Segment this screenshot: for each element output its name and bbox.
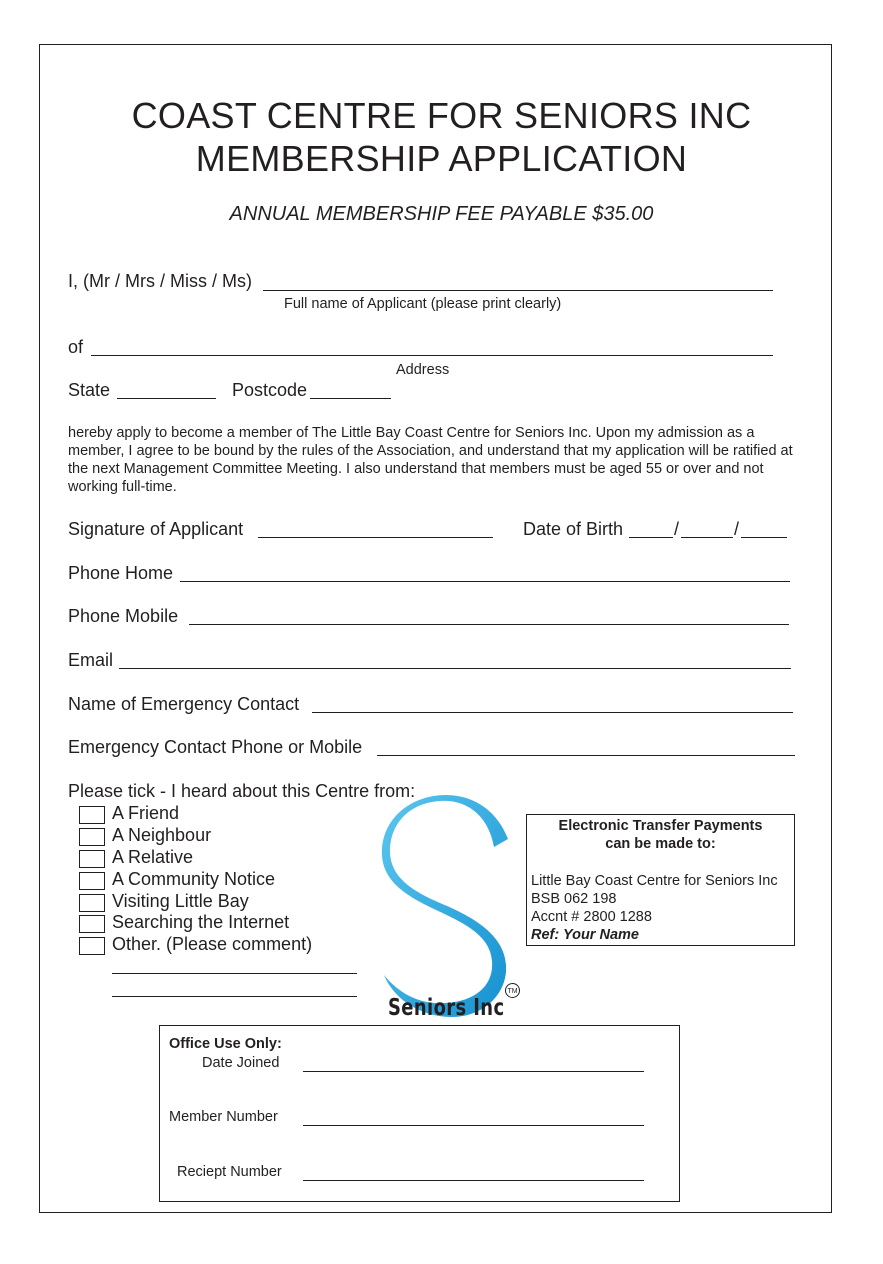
checkbox[interactable] — [79, 850, 105, 868]
postcode-field[interactable] — [310, 398, 391, 399]
state-label: State — [68, 380, 111, 400]
dob-separator: / — [674, 519, 680, 539]
emergency-phone-label: Emergency Contact Phone or Mobile — [68, 737, 363, 757]
address-caption: Address — [396, 362, 450, 378]
checkbox[interactable] — [79, 872, 105, 890]
option-label: Visiting Little Bay — [112, 891, 249, 911]
logo-text: Seniors Inc — [388, 995, 505, 1021]
dob-day-field[interactable] — [629, 537, 673, 538]
address-field[interactable] — [91, 355, 773, 356]
dob-separator: / — [734, 519, 740, 539]
option-label: A Relative — [112, 847, 194, 867]
checkbox[interactable] — [79, 894, 105, 912]
phone-mobile-label: Phone Mobile — [68, 606, 179, 626]
email-field[interactable] — [119, 668, 791, 669]
comment-line[interactable] — [112, 996, 357, 997]
checkbox[interactable] — [79, 915, 105, 933]
name-caption: Full name of Applicant (please print clearly) — [284, 296, 562, 312]
date-joined-field[interactable] — [303, 1071, 644, 1072]
phone-mobile-field[interactable] — [189, 624, 789, 625]
declaration-text: hereby apply to become a member of The Little Bay Coast Centre for Seniors Inc. Upon my admission as a member, I agree to be bound by the rules of the Association, and understand that my application will be ratified at the next Management Committee Meeting. I also understand that members must be aged 55 or over and not working full-time. — [68, 425, 793, 495]
name-label: I, (Mr / Mrs / Miss / Ms) — [68, 271, 252, 291]
bsb: BSB 062 198 — [531, 891, 617, 907]
payment-reference: Ref: Your Name — [531, 927, 639, 943]
address-label: of — [68, 337, 84, 357]
comment-line[interactable] — [112, 973, 357, 974]
checkbox[interactable] — [79, 937, 105, 955]
postcode-label: Postcode — [232, 380, 308, 400]
form-title: COAST CENTRE FOR SENIORS INC — [131, 95, 752, 136]
heard-about-prompt: Please tick - I heard about this Centre from: — [68, 781, 416, 801]
emergency-name-label: Name of Emergency Contact — [68, 694, 300, 714]
email-label: Email — [68, 650, 114, 670]
option-label: A Friend — [112, 803, 180, 823]
dob-year-field[interactable] — [741, 537, 787, 538]
transfer-heading: Electronic Transfer Payments — [558, 818, 763, 834]
phone-home-label: Phone Home — [68, 563, 174, 583]
dob-label: Date of Birth — [523, 519, 624, 539]
signature-field[interactable] — [258, 537, 493, 538]
receipt-number-label: Reciept Number — [177, 1164, 282, 1180]
checkbox[interactable] — [79, 806, 105, 824]
transfer-heading-2: can be made to: — [605, 836, 716, 852]
state-field[interactable] — [117, 398, 216, 399]
member-number-label: Member Number — [169, 1109, 278, 1125]
emergency-phone-field[interactable] — [377, 755, 795, 756]
account-name: Little Bay Coast Centre for Seniors Inc — [531, 873, 778, 889]
option-label: A Neighbour — [112, 825, 212, 845]
signature-label: Signature of Applicant — [68, 519, 244, 539]
checkbox[interactable] — [79, 828, 105, 846]
date-joined-label: Date Joined — [202, 1055, 280, 1071]
form-subtitle: MEMBERSHIP APPLICATION — [195, 138, 688, 179]
option-label: Searching the Internet — [112, 912, 290, 932]
dob-month-field[interactable] — [681, 537, 733, 538]
account-number: Accnt # 2800 1288 — [531, 909, 652, 925]
option-label: Other. (Please comment) — [112, 934, 313, 954]
emergency-name-field[interactable] — [312, 712, 793, 713]
member-number-field[interactable] — [303, 1125, 644, 1126]
transfer-info-box — [526, 814, 795, 946]
phone-home-field[interactable] — [180, 581, 790, 582]
office-use-box — [159, 1025, 680, 1202]
option-label: A Community Notice — [112, 869, 276, 889]
office-heading: Office Use Only: — [169, 1036, 282, 1052]
name-field[interactable] — [263, 290, 773, 291]
membership-fee: ANNUAL MEMBERSHIP FEE PAYABLE $35.00 — [229, 203, 654, 225]
trademark-icon: TM — [505, 983, 520, 998]
s-letter-icon — [382, 795, 508, 1017]
receipt-number-field[interactable] — [303, 1180, 644, 1181]
